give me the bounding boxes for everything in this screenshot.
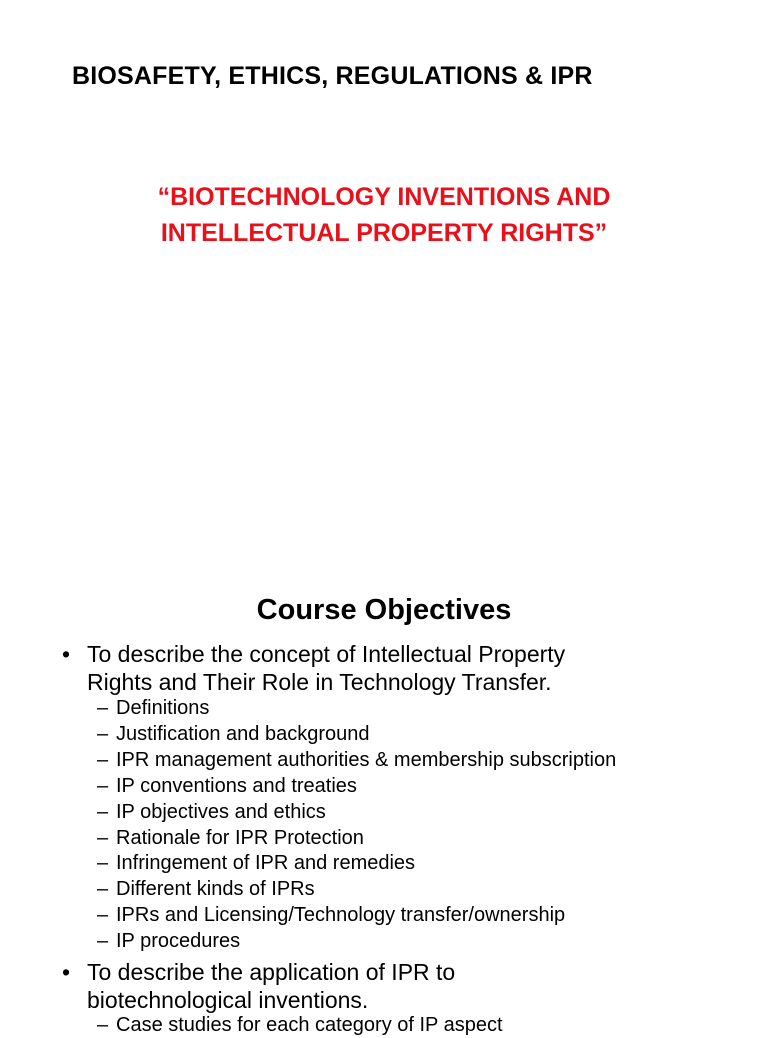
deck-title: BIOSAFETY, ETHICS, REGULATIONS & IPR	[72, 62, 593, 90]
list-item	[97, 877, 616, 903]
bullet-icon: •	[62, 641, 71, 667]
list-item-label: Rationale for IPR Protection	[116, 826, 364, 849]
objectives-slide	[0, 576, 768, 1036]
list-item-label: Justification and background	[116, 722, 370, 745]
list-item	[97, 1012, 503, 1038]
dash-icon: –	[97, 930, 109, 953]
list-item-label: Different kinds of IPRs	[116, 878, 315, 901]
objective-text	[87, 640, 565, 696]
dash-icon: –	[97, 826, 109, 849]
list-item-label: IP objectives and ethics	[116, 800, 326, 823]
list-item-label: IP procedures	[116, 930, 241, 953]
list-item	[97, 826, 616, 852]
dash-icon: –	[97, 904, 109, 927]
list-item	[97, 800, 616, 826]
objective-sublist	[97, 1012, 503, 1038]
bullet-icon: •	[62, 959, 71, 985]
list-item	[97, 748, 616, 774]
deck-subtitle-line-2: INTELLECTUAL PROPERTY RIGHTS”	[160, 219, 608, 247]
deck-subtitle	[0, 179, 768, 251]
list-item-label: Definitions	[116, 697, 210, 719]
list-item-label: IP conventions and treaties	[116, 774, 357, 797]
list-item-label: IPR management authorities & membership subscription	[116, 748, 617, 771]
dash-icon: –	[97, 1014, 109, 1036]
dash-icon: –	[97, 697, 109, 719]
list-item	[97, 903, 616, 929]
objective-line-1: To describe the concept of Intellectual Property	[87, 641, 566, 667]
objective-line-2: Rights and Their Role in Technology Transfer.	[87, 669, 552, 695]
objective-sublist	[97, 696, 616, 955]
deck-subtitle-line-1: “BIOTECHNOLOGY INVENTIONS AND	[157, 183, 611, 211]
list-item-label: IPRs and Licensing/Technology transfer/ownership	[116, 904, 566, 927]
list-item-label: Case studies for each category of IP aspect	[116, 1014, 503, 1036]
list-item	[97, 774, 616, 800]
objective-line-2: biotechnological inventions.	[87, 987, 369, 1013]
dash-icon: –	[97, 722, 109, 745]
dash-icon: –	[97, 748, 109, 771]
list-item-label: Infringement of IPR and remedies	[116, 852, 416, 875]
list-item	[97, 696, 616, 722]
dash-icon: –	[97, 800, 109, 823]
list-item	[97, 722, 616, 748]
dash-icon: –	[97, 852, 109, 875]
dash-icon: –	[97, 774, 109, 797]
list-item	[97, 851, 616, 877]
objective-line-1: To describe the application of IPR to	[87, 959, 456, 985]
objectives-heading: Course Objectives	[256, 594, 512, 626]
list-item	[97, 929, 616, 955]
objective-text	[87, 958, 455, 1014]
dash-icon: –	[97, 878, 109, 901]
